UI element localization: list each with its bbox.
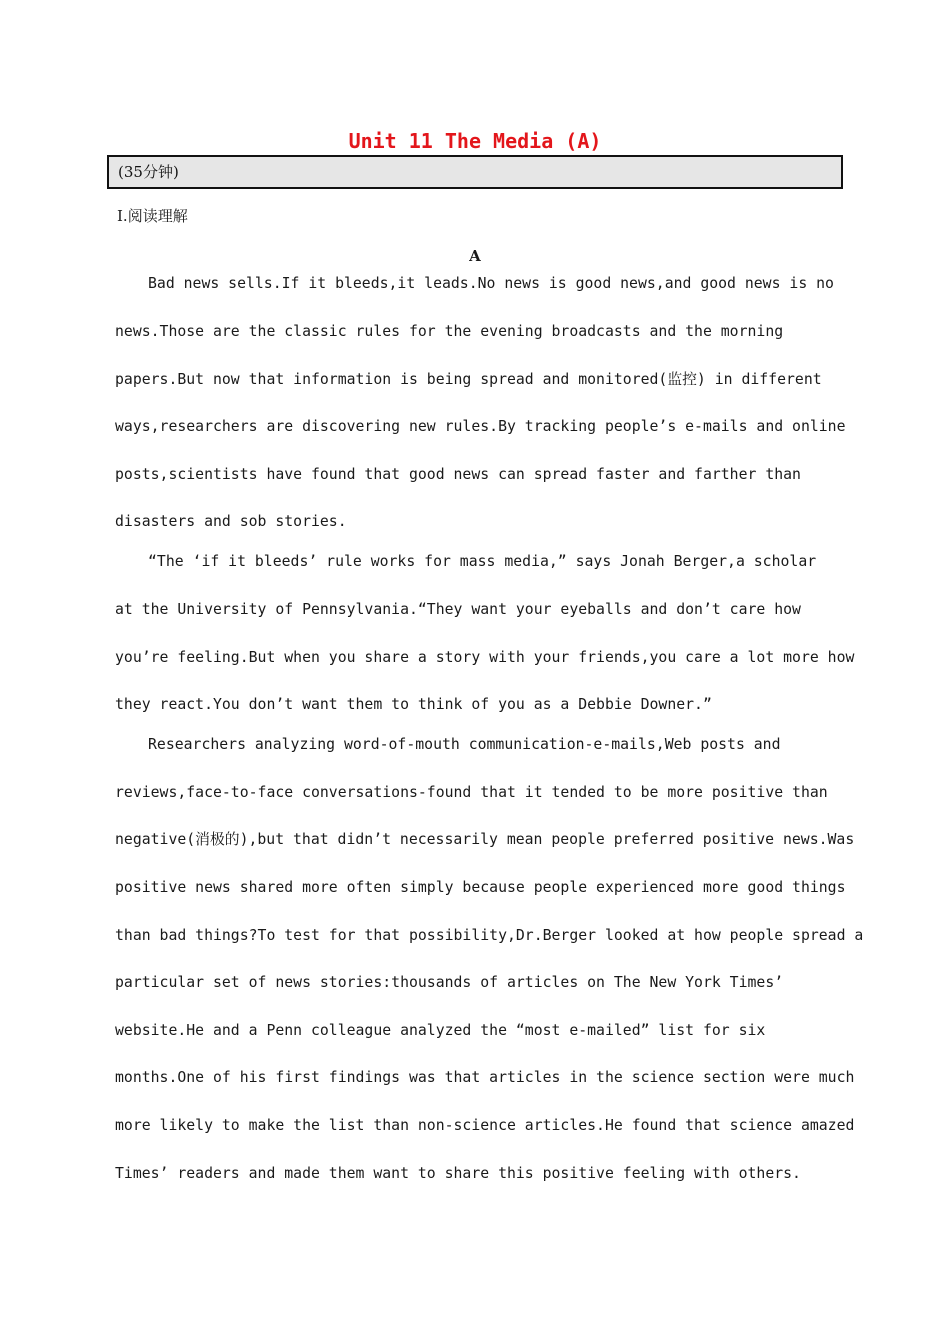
paragraph-line: at the University of Pennsylvania.“They want your eyeballs and don’t care how [115,601,801,618]
paragraph-line: than bad things?To test for that possibility,Dr.Berger looked at how people spread a [115,927,864,944]
time-limit-box [107,155,843,189]
paragraph-line: Times’ readers and made them want to share this positive feeling with others. [115,1165,801,1182]
paragraph-line: months.One of his first findings was that articles in the science section were much [115,1069,855,1086]
section-heading: Ⅰ.阅读理解 [117,207,188,225]
time-limit-text: (35分钟) [118,163,179,181]
paragraph-line: they react.You don’t want them to think of you as a Debbie Downer.” [115,696,712,713]
document-title: Unit 11 The Media (A) [348,129,602,153]
paragraph-line: website.He and a Penn colleague analyzed the “most e-mailed” list for six [115,1022,766,1039]
paragraph-line: Bad news sells.If it bleeds,it leads.No news is good news,and good news is no [148,275,834,292]
paragraph-line: Researchers analyzing word-of-mouth communication-e-mails,Web posts and [148,736,781,753]
paragraph-line: posts,scientists have found that good news can spread faster and farther than [115,466,801,483]
paragraph-line: negative(消极的),but that didn’t necessarily mean people preferred positive news.Was [115,831,855,848]
paragraph-line: more likely to make the list than non-science articles.He found that science amazed [115,1117,855,1134]
paragraph-line: “The ‘if it bleeds’ rule works for mass media,” says Jonah Berger,a scholar [148,553,817,570]
paragraph-line: reviews,face-to-face conversations-found that it tended to be more positive than [115,784,828,801]
paragraph-line: positive news shared more often simply because people experienced more good things [115,879,846,896]
paragraph-line: particular set of news stories:thousands of articles on The New York Times’ [115,974,784,991]
passage-label: A [469,247,481,265]
paragraph-line: ways,researchers are discovering new rules.By tracking people’s e-mails and online [115,418,846,435]
paragraph-line: disasters and sob stories. [115,513,347,530]
paragraph-line: news.Those are the classic rules for the evening broadcasts and the morning [115,323,784,340]
paragraph-line: you’re feeling.But when you share a story with your friends,you care a lot more how [115,649,855,666]
paragraph-line: papers.But now that information is being spread and monitored(监控) in different [115,371,822,388]
